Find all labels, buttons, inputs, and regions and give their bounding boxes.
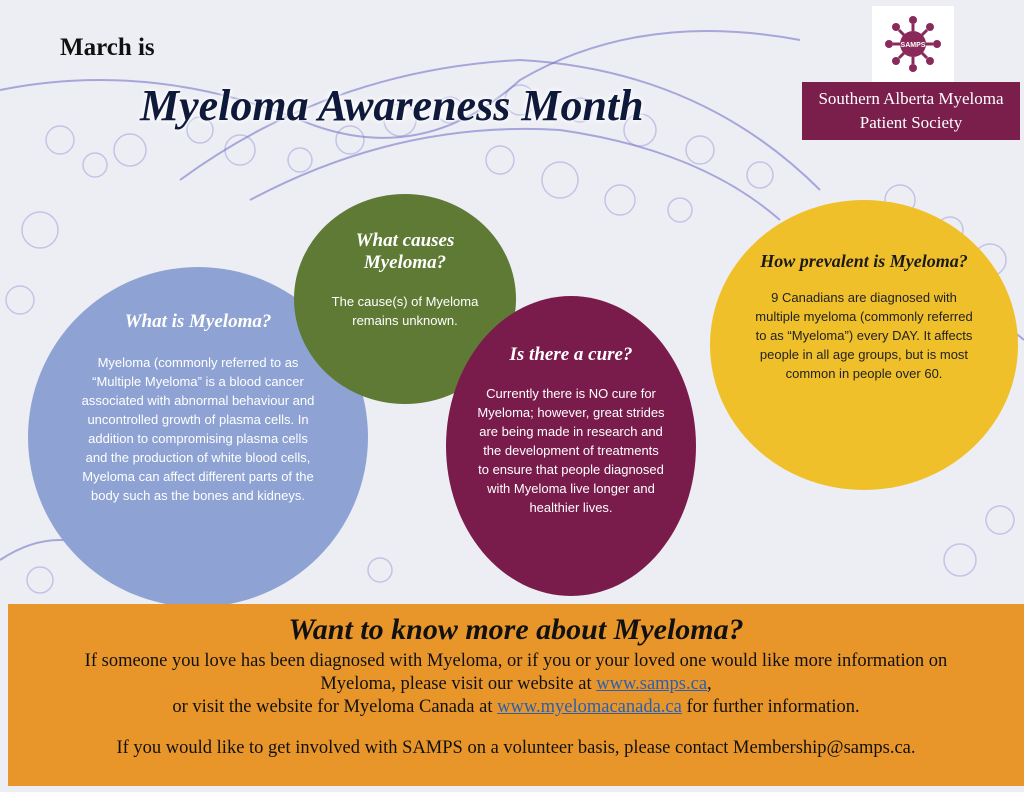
myeloma-canada-link[interactable]: www.myelomacanada.ca	[497, 697, 682, 717]
circle-title: Is there a cure?	[509, 344, 633, 365]
circle-title: How prevalent is Myeloma?	[760, 251, 968, 271]
org-name-line1: Southern Alberta Myeloma	[818, 89, 1004, 108]
how-prevalent-circle	[710, 200, 1018, 490]
page-title: Myeloma Awareness Month	[140, 81, 644, 130]
banner-line1: If someone you love has been diagnosed with Myeloma, or if you or your loved one would like more information on	[84, 651, 948, 671]
is-there-a-cure-circle	[446, 296, 696, 596]
banner-line3-pre: or visit the website for Myeloma Canada at	[172, 697, 498, 717]
banner-line3	[8, 696, 1024, 719]
banner-line2	[8, 673, 1024, 696]
circle-body: 9 Canadians are diagnosed with multiple myeloma (commonly referred to as “Myeloma”) every DAY. It affects people in all age groups, but is most common in people over 60.	[755, 290, 973, 381]
sunburst-logo-icon	[872, 6, 954, 82]
org-name-box	[802, 82, 1020, 140]
samps-logo	[872, 6, 954, 82]
banner-line2-pre: Myeloma, please visit our website at	[320, 674, 597, 694]
circle-body: Currently there is NO cure for Myeloma; however, great strides are being made in research and the development of treatments to ensure that people diagnosed with Myeloma live longer and healthier lives.	[477, 386, 665, 515]
banner-title: Want to know more about Myeloma?	[288, 613, 744, 646]
circle-body: The cause(s) of Myeloma remains unknown.	[331, 294, 479, 328]
circle-title: What is Myeloma?	[124, 311, 272, 332]
circle-body: Myeloma (commonly referred to as “Multiple Myeloma” is a blood cancer associated with abnormal behaviour and uncontrolled growth of plasma cells. In addition to compromising plasma cells and the production of white blood cells, Myeloma can affect different parts of the body such as the bones and kidneys.	[81, 355, 315, 503]
march-is-label: March is	[60, 34, 155, 61]
circle-title: What causes Myeloma?	[355, 230, 455, 273]
org-name-line2: Patient Society	[859, 113, 963, 132]
info-banner	[8, 604, 1024, 786]
logo-text: SAMPS	[900, 42, 926, 49]
banner-text	[8, 650, 1024, 719]
volunteer-text: If you would like to get involved with SAMPS on a volunteer basis, please contact Membership@samps.ca.	[116, 738, 916, 758]
banner-line2-post: ,	[707, 674, 712, 694]
samps-website-link[interactable]: www.samps.ca	[596, 674, 708, 694]
banner-line3-post: for further information.	[681, 697, 860, 717]
